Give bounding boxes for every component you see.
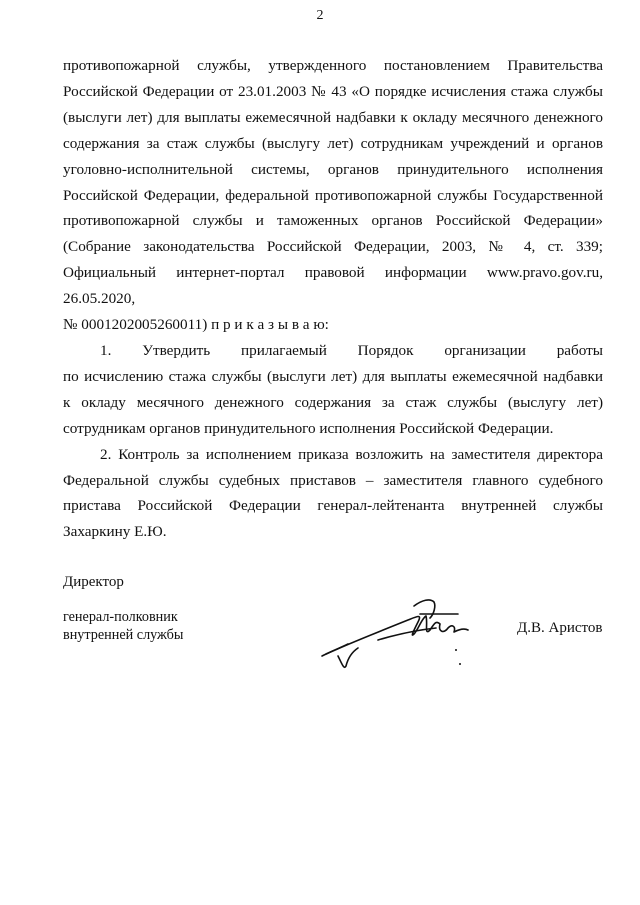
text-line: 2. Контроль за исполнением приказа возложить на заместителя директора — [100, 445, 603, 463]
text-line: Российской Федерации, федеральной противопожарной службы Государственной — [63, 186, 603, 204]
signature-block — [63, 572, 183, 644]
text-line: Федеральной службы судебных приставов – заместителя главного судебного — [63, 471, 603, 489]
text-line: № 0001202005260011) п р и к а з ы в а ю: — [63, 316, 329, 334]
text-line: Российской Федерации от 23.01.2003 № 43 «О порядке исчисления стажа службы — [63, 82, 603, 100]
text-line: пристава Российской Федерации генерал-лейтенанта внутренней службы — [63, 497, 603, 515]
text-line: по исчислению стажа службы (выслуги лет) для выплаты ежемесячной надбавки — [63, 367, 603, 385]
text-line: уголовно-исполнительной системы, органов принудительного исполнения — [63, 160, 603, 178]
document-body — [63, 53, 603, 545]
signer-name: Д.В. Аристов — [517, 620, 603, 636]
text-line: (выслуги лет) для выплаты ежемесячной надбавки к окладу месячного денежного — [63, 108, 603, 126]
page-number: 2 — [316, 8, 324, 23]
text-line: к окладу месячного денежного содержания за стаж службы (выслугу лет) — [63, 393, 603, 411]
text-line: противопожарной службы, утвержденного постановлением Правительства — [63, 57, 603, 74]
text-line: содержания за стаж службы (выслугу лет) сотрудникам учреждений и органов — [63, 134, 603, 152]
text-line: противопожарной службы и таможенных органов Российской Федерации» — [63, 212, 603, 230]
signer-rank-line-1: генерал-полковник — [63, 609, 178, 625]
text-line: Официальный интернет-портал правовой информации www.pravo.gov.ru, 26.05.2020, — [63, 264, 603, 308]
signer-title: Директор — [63, 574, 124, 590]
text-line: сотрудникам органов принудительного исполнения Российской Федерации. — [63, 419, 554, 437]
text-line: 1. Утвердить прилагаемый Порядок организации работы — [100, 341, 603, 359]
text-line: (Собрание законодательства Российской Федерации, 2003, № 4, ст. 339; — [63, 238, 603, 256]
handwritten-signature — [318, 594, 488, 674]
signer-rank-line-2: внутренней службы — [63, 627, 184, 643]
text-line: Захаркину Е.Ю. — [63, 523, 167, 541]
